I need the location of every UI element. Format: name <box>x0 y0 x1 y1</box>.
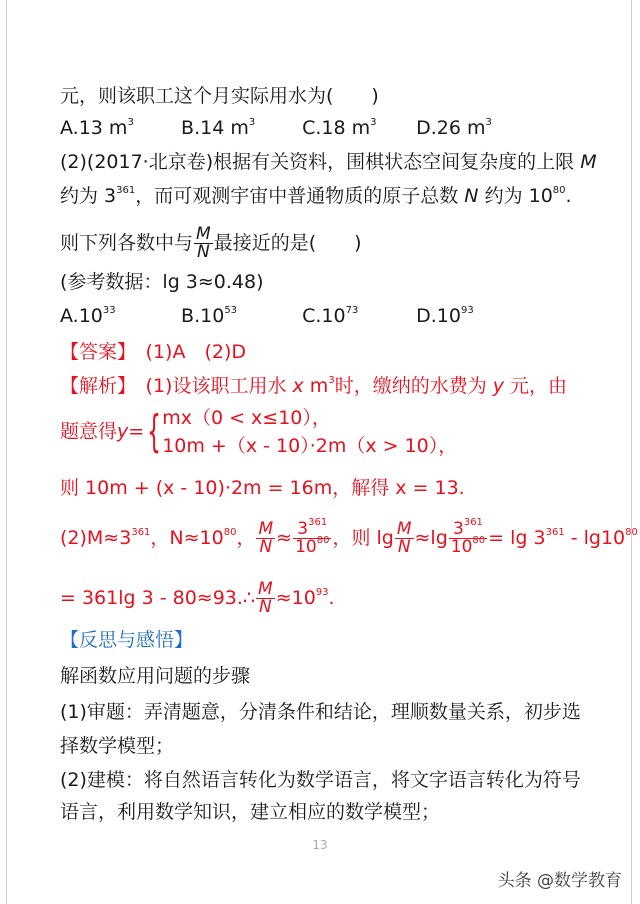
reflection-step2b: 语言，利用数学知识，建立相应的数学模型； <box>60 801 441 823</box>
reflection-step2a: (2)建模：将自然语言转化为数学语言，将文字语言转化为符号 <box>60 769 581 791</box>
answer-text: (1)A (2)D <box>145 341 246 363</box>
piecewise-cases: mx（0 < x≤10）， 10m +（x - 10）·2m（x > 10）， <box>162 407 458 457</box>
analysis-line5: = 361lg 3 - 80≈93.∴ $\frac{M}{N}$ $\approx 10^{93}$. <box>60 579 335 617</box>
q1-stem-end: 元，则该职工这个月实际用水为( ) <box>60 85 379 107</box>
page-number: 13 <box>312 838 328 852</box>
q1-option-c: C.18 $m^3$ <box>302 117 377 139</box>
fraction-m-over-n: $\frac{M}{N}$ <box>196 224 211 262</box>
watermark: 头条 @数学教育 <box>497 871 622 891</box>
q2-line2: 约为 $3^{361}$，而可观测宇宙中普通物质的原子总数 N 约为 $10^{80}$. <box>60 185 572 207</box>
q1-option-b: B.14 $m^3$ <box>181 117 256 139</box>
q1-option-a: A.13 $m^3$ <box>60 117 134 139</box>
q1-options <box>60 116 492 140</box>
answer-label: 【答案】 <box>60 341 127 363</box>
reflection-step1a: (1)审题：弄清题意，分清条件和结论，理顺数量关系，初步选 <box>60 701 581 723</box>
analysis-label: 【解析】 <box>60 375 127 397</box>
q2-option-d: $D.10^{93}$ <box>416 305 474 327</box>
reflection-step1b: 择数学模型； <box>60 735 175 757</box>
analysis-line1: 【解析】 (1)设该职工用水 x $m^3$时，缴纳的水费为 y 元，由 <box>60 375 568 397</box>
q2-options <box>60 304 474 328</box>
q2-line3: 则下列各数中与 $\frac{M}{N}$ 最接近的是( ) <box>60 224 362 262</box>
q1-option-d: D.26 $m^3$ <box>416 117 492 139</box>
q2-option-b: $B.10^{53}$ <box>181 305 238 327</box>
analysis-piecewise: 题意得y={ mx（0 < x≤10）， 10m +（x - 10）·2m（x > 10）， <box>60 404 457 460</box>
q2-line1: (2)(2017·北京卷)根据有关资料，围棋状态空间复杂度的上限 M <box>60 151 597 173</box>
reflection-title: 解函数应用问题的步骤 <box>60 665 251 687</box>
answer-line <box>60 340 246 364</box>
left-brace: { <box>147 406 162 457</box>
q2-option-a: $A.10^{33}$ <box>60 305 116 327</box>
analysis-line3: 则 10m + (x - 10)·2m = 16m，解得 x = 13. <box>60 477 465 499</box>
analysis-line4: $(2)M\approx 3^{361}$，$N\approx 10^{80}$， $\frac{M}{N}$ ≈ $\frac{3^{361}}{10^{80}}$ ，则 lg $\frac{M}{N}$ ≈lg $\frac{3^{361}}{10^{80}}$ = $\lg 3^{361} - \lg 10^{80}$ <box>60 517 638 557</box>
q2-reference: (参考数据：lg 3≈0.48) <box>60 271 264 293</box>
q2-option-c: $C.10^{73}$ <box>302 305 359 327</box>
reflection-label: 【反思与感悟】 <box>60 629 194 651</box>
